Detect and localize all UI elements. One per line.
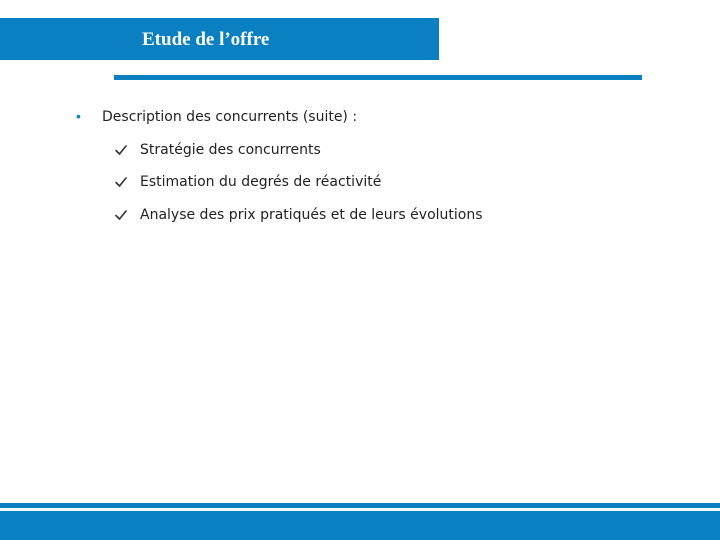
checkmark-icon (114, 208, 128, 222)
title-underline (114, 75, 642, 80)
slide-title: Etude de l’offre (142, 29, 270, 50)
bullet-dot: • (76, 108, 81, 124)
footer-line (0, 503, 720, 508)
sub-item (114, 205, 483, 225)
checkmark-icon (114, 175, 128, 189)
footer-bar (0, 511, 720, 540)
sub-item (114, 172, 381, 192)
bullet-text: Description des concurrents (suite) : (102, 109, 358, 125)
sub-item-label: Estimation du degrés de réactivité (140, 174, 382, 190)
sub-item-label: Analyse des prix pratiqués et de leurs évolutions (140, 207, 483, 223)
sub-item-label: Stratégie des concurrents (140, 142, 321, 158)
sub-item (114, 140, 321, 160)
checkmark-icon (114, 143, 128, 157)
